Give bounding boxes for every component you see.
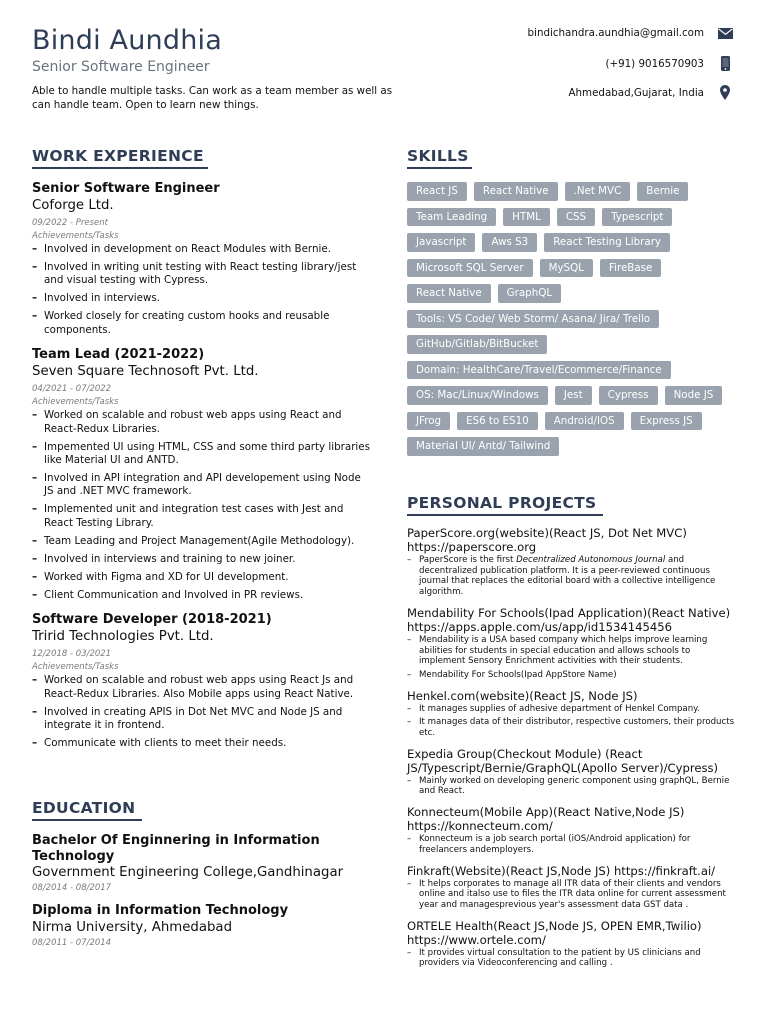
project-bullets [407, 879, 737, 911]
job-bullets [32, 409, 372, 602]
achievements-label: Achievements/Tasks [32, 397, 119, 408]
project-title: Finkraft(Website)(React JS,Node JS) https://finkraft.ai/ [407, 863, 716, 878]
job-company: Coforge Ltd. [32, 198, 114, 213]
project-bullets [407, 834, 737, 855]
project-link[interactable]: https://konnecteum.com/ [407, 819, 553, 834]
education-entry [32, 903, 372, 949]
skill-tag: Aws S3 [482, 233, 537, 252]
contact-location [434, 85, 734, 100]
project-bullet: – Mendability is a USA based company which helps improve learning abilities for students in special education and allows schools to implement Sensory Enrichment activities with their students. [407, 635, 737, 667]
job-bullet: – Worked on scalable and robust web apps using React and React-Redux Libraries. [32, 409, 372, 436]
project-bullet: – It manages supplies of adhesive department of Henkel Company. [407, 704, 737, 715]
skill-tag: CSS [557, 208, 595, 227]
location-pin-icon [716, 85, 734, 100]
job-dates: 09/2022 - Present [32, 218, 109, 228]
job-bullet: – Involved in API integration and API developement using Node JS and .NET MVC framework. [32, 472, 372, 499]
project-bullets [407, 776, 737, 797]
job-bullet: – Implemented unit and integration test cases with Jest and React Testing Library. [32, 503, 372, 530]
education-section [32, 833, 372, 958]
job-bullet: – Involved in creating APIS in Dot Net MVC and Node JS and integrate it in frontend. [32, 706, 372, 733]
job-bullet: – Involved in interviews and training to new joiner. [32, 553, 372, 566]
skill-tag: HTML [503, 208, 550, 227]
skills-tag-list [407, 182, 737, 456]
project-title: Expedia Group(Checkout Module) (React JS/Typescript/Bernie/GraphQL(Apollo Server)/Cypress) [407, 746, 719, 775]
skill-tag: Domain: HealthCare/Travel/Ecommerce/Finance [407, 361, 671, 380]
skill-tag: React Testing Library [544, 233, 670, 252]
education-dates: 08/2014 - 08/2017 [32, 883, 112, 893]
education-degree: Bachelor Of Enginnering in Information Technology [32, 833, 320, 864]
skill-tag: Express JS [631, 412, 702, 431]
achievements-label: Achievements/Tasks [32, 231, 119, 241]
job-bullet: – Worked with Figma and XD for UI development. [32, 571, 372, 584]
project-bullet: – PaperScore is the first Decentralized Autonomous Journal and decentralized publication platform. It is a peer-reviewed continuous journal that replaces the editorial board with a collective intelligence algorithm. [407, 555, 737, 598]
contact-phone[interactable] [434, 56, 734, 71]
skill-tag: Jest [555, 386, 592, 405]
skill-tag: Microsoft SQL Server [407, 259, 533, 278]
work-experience-section [32, 180, 372, 759]
work-experience-heading: WORK EXPERIENCE [32, 147, 208, 169]
candidate-name: Bindi Aundhia [32, 25, 222, 56]
job-title: Software Developer (2018-2021) [32, 612, 272, 628]
job-entry [32, 611, 372, 750]
candidate-title: Senior Software Engineer [32, 59, 210, 75]
education-school: Nirma University, Ahmedabad [32, 919, 233, 935]
skill-tag: MySQL [540, 259, 593, 278]
project-entry [407, 919, 737, 969]
job-bullet: – Involved in interviews. [32, 292, 372, 305]
skill-tag: React Native [407, 284, 491, 303]
project-bullets [407, 948, 737, 969]
job-dates: 12/2018 - 03/2021 [32, 649, 112, 660]
project-link[interactable]: https://paperscore.org [407, 540, 537, 554]
education-school: Government Engineering College,Gandhinagar [32, 865, 344, 880]
skill-tag: GitHub/Gitlab/BitBucket [407, 335, 547, 354]
contact-email[interactable] [434, 27, 734, 39]
project-emphasis: Decentralized Autonomous Journal [516, 555, 666, 565]
skill-tag: .Net MVC [565, 182, 631, 201]
project-entry [407, 689, 737, 739]
project-bullet: – Konnecteum is a job search portal (iOS/Android application) for freelancers andemployers. [407, 834, 737, 855]
skill-tag: JFrog [407, 412, 450, 431]
job-bullet: – Impemented UI using HTML, CSS and some third party libraries like Material UI and ANTD. [32, 441, 372, 468]
email-text: bindichandra.aundhia@gmail.com [527, 27, 704, 39]
project-bullets [407, 555, 737, 598]
phone-icon [716, 56, 734, 71]
project-bullet: – It provides virtual consultation to the patient by US clinicians and providers via Videoconferencing and calling . [407, 948, 737, 969]
skill-tag: GraphQL [498, 284, 561, 303]
skill-tag: Bernie [637, 182, 688, 201]
skill-tag: Material UI/ Antd/ Tailwind [407, 437, 559, 456]
project-bullets [407, 635, 737, 681]
job-bullet: – Communicate with clients to meet their needs. [32, 737, 372, 750]
project-link[interactable]: https://apps.apple.com/us/app/id1534145456 [407, 619, 673, 634]
phone-text: (+91) 9016570903 [605, 57, 704, 70]
project-bullet: – Mainly worked on developing generic component using graphQL, Bernie and React. [407, 776, 737, 797]
job-entry [32, 346, 372, 602]
education-heading: EDUCATION [32, 799, 142, 821]
job-bullet: – Involved in development on React Modules with Bernie. [32, 243, 372, 256]
job-dates: 04/2021 - 07/2022 [32, 384, 112, 395]
job-company: Tririd Technologies Pvt. Ltd. [32, 629, 214, 645]
education-dates: 08/2011 - 07/2014 [32, 937, 112, 948]
location-text: Ahmedabad,Gujarat, India [568, 86, 704, 99]
envelope-icon [716, 28, 734, 39]
job-bullet: – Involved in writing unit testing with React testing library/jest and visual testing with Cypress. [32, 261, 372, 288]
project-link[interactable]: https://www.ortele.com/ [407, 932, 546, 947]
skill-tag: Team Leading [407, 208, 496, 227]
job-bullet: – Worked on scalable and robust web apps using React Js and React-Redux Libraries. Also Mobile apps using React Native. [32, 674, 372, 701]
skill-tag: OS: Mac/Linux/Windows [407, 386, 548, 405]
job-bullet: – Worked closely for creating custom hooks and reusable components. [32, 310, 372, 337]
projects-section [407, 526, 737, 977]
projects-heading: PERSONAL PROJECTS [407, 494, 603, 516]
skill-tag: FireBase [600, 259, 661, 278]
project-bullet: – It helps corporates to manage all ITR data of their clients and vendors online and italso use to files the ITR data online for current assessment year and managesprevious year's assessment data GST data . [407, 879, 737, 911]
job-entry [32, 180, 372, 337]
skill-tag: Cypress [599, 386, 658, 405]
skill-tag: Node JS [665, 386, 723, 405]
skill-tag: Android/IOS [545, 412, 624, 431]
job-bullet: – Client Communication and Involved in PR reviews. [32, 589, 372, 602]
job-bullet: – Team Leading and Project Management(Agile Methodology). [32, 535, 372, 548]
summary: Able to handle multiple tasks. Can work as a team member as well as can handle team. Open to learn new things. [32, 85, 393, 111]
project-bullet: – Mendability For Schools(Ipad AppStore Name) [407, 670, 737, 681]
project-title: Henkel.com(website)(React JS, Node JS) [407, 688, 638, 703]
project-bullet: – It manages data of their distributor, respective customers, their products etc. [407, 717, 737, 738]
skills-heading: SKILLS [407, 147, 472, 169]
project-title: Mendability For Schools(Ipad Application)(React Native) [407, 605, 731, 620]
project-bullets [407, 704, 737, 739]
project-title: ORTELE Health(React JS,Node JS, OPEN EMR,Twilio) [407, 918, 702, 933]
education-degree: Diploma in Information Technology [32, 903, 289, 918]
skill-tag: Javascript [407, 233, 475, 252]
skill-tag: ES6 to ES10 [457, 412, 538, 431]
project-entry [407, 526, 737, 598]
project-entry [407, 805, 737, 855]
project-title: Konnecteum(Mobile App)(React Native,Node JS) [407, 805, 685, 820]
project-entry [407, 864, 737, 911]
job-bullets [32, 674, 372, 750]
project-entry [407, 747, 737, 797]
job-title: Senior Software Engineer [32, 181, 220, 196]
job-bullets [32, 243, 372, 337]
education-entry [32, 833, 372, 894]
project-title: PaperScore.org(website)(React JS, Dot Net MVC) [407, 526, 687, 540]
skill-tag: Tools: VS Code/ Web Storm/ Asana/ Jira/ Trello [407, 310, 659, 329]
skill-tag: Typescript [602, 208, 672, 227]
skill-tag: React Native [474, 182, 558, 201]
job-company: Seven Square Technosoft Pvt. Ltd. [32, 364, 259, 380]
skill-tag: React JS [407, 182, 467, 201]
job-title: Team Lead (2021-2022) [32, 347, 205, 363]
project-entry [407, 606, 737, 681]
achievements-label: Achievements/Tasks [32, 662, 119, 673]
